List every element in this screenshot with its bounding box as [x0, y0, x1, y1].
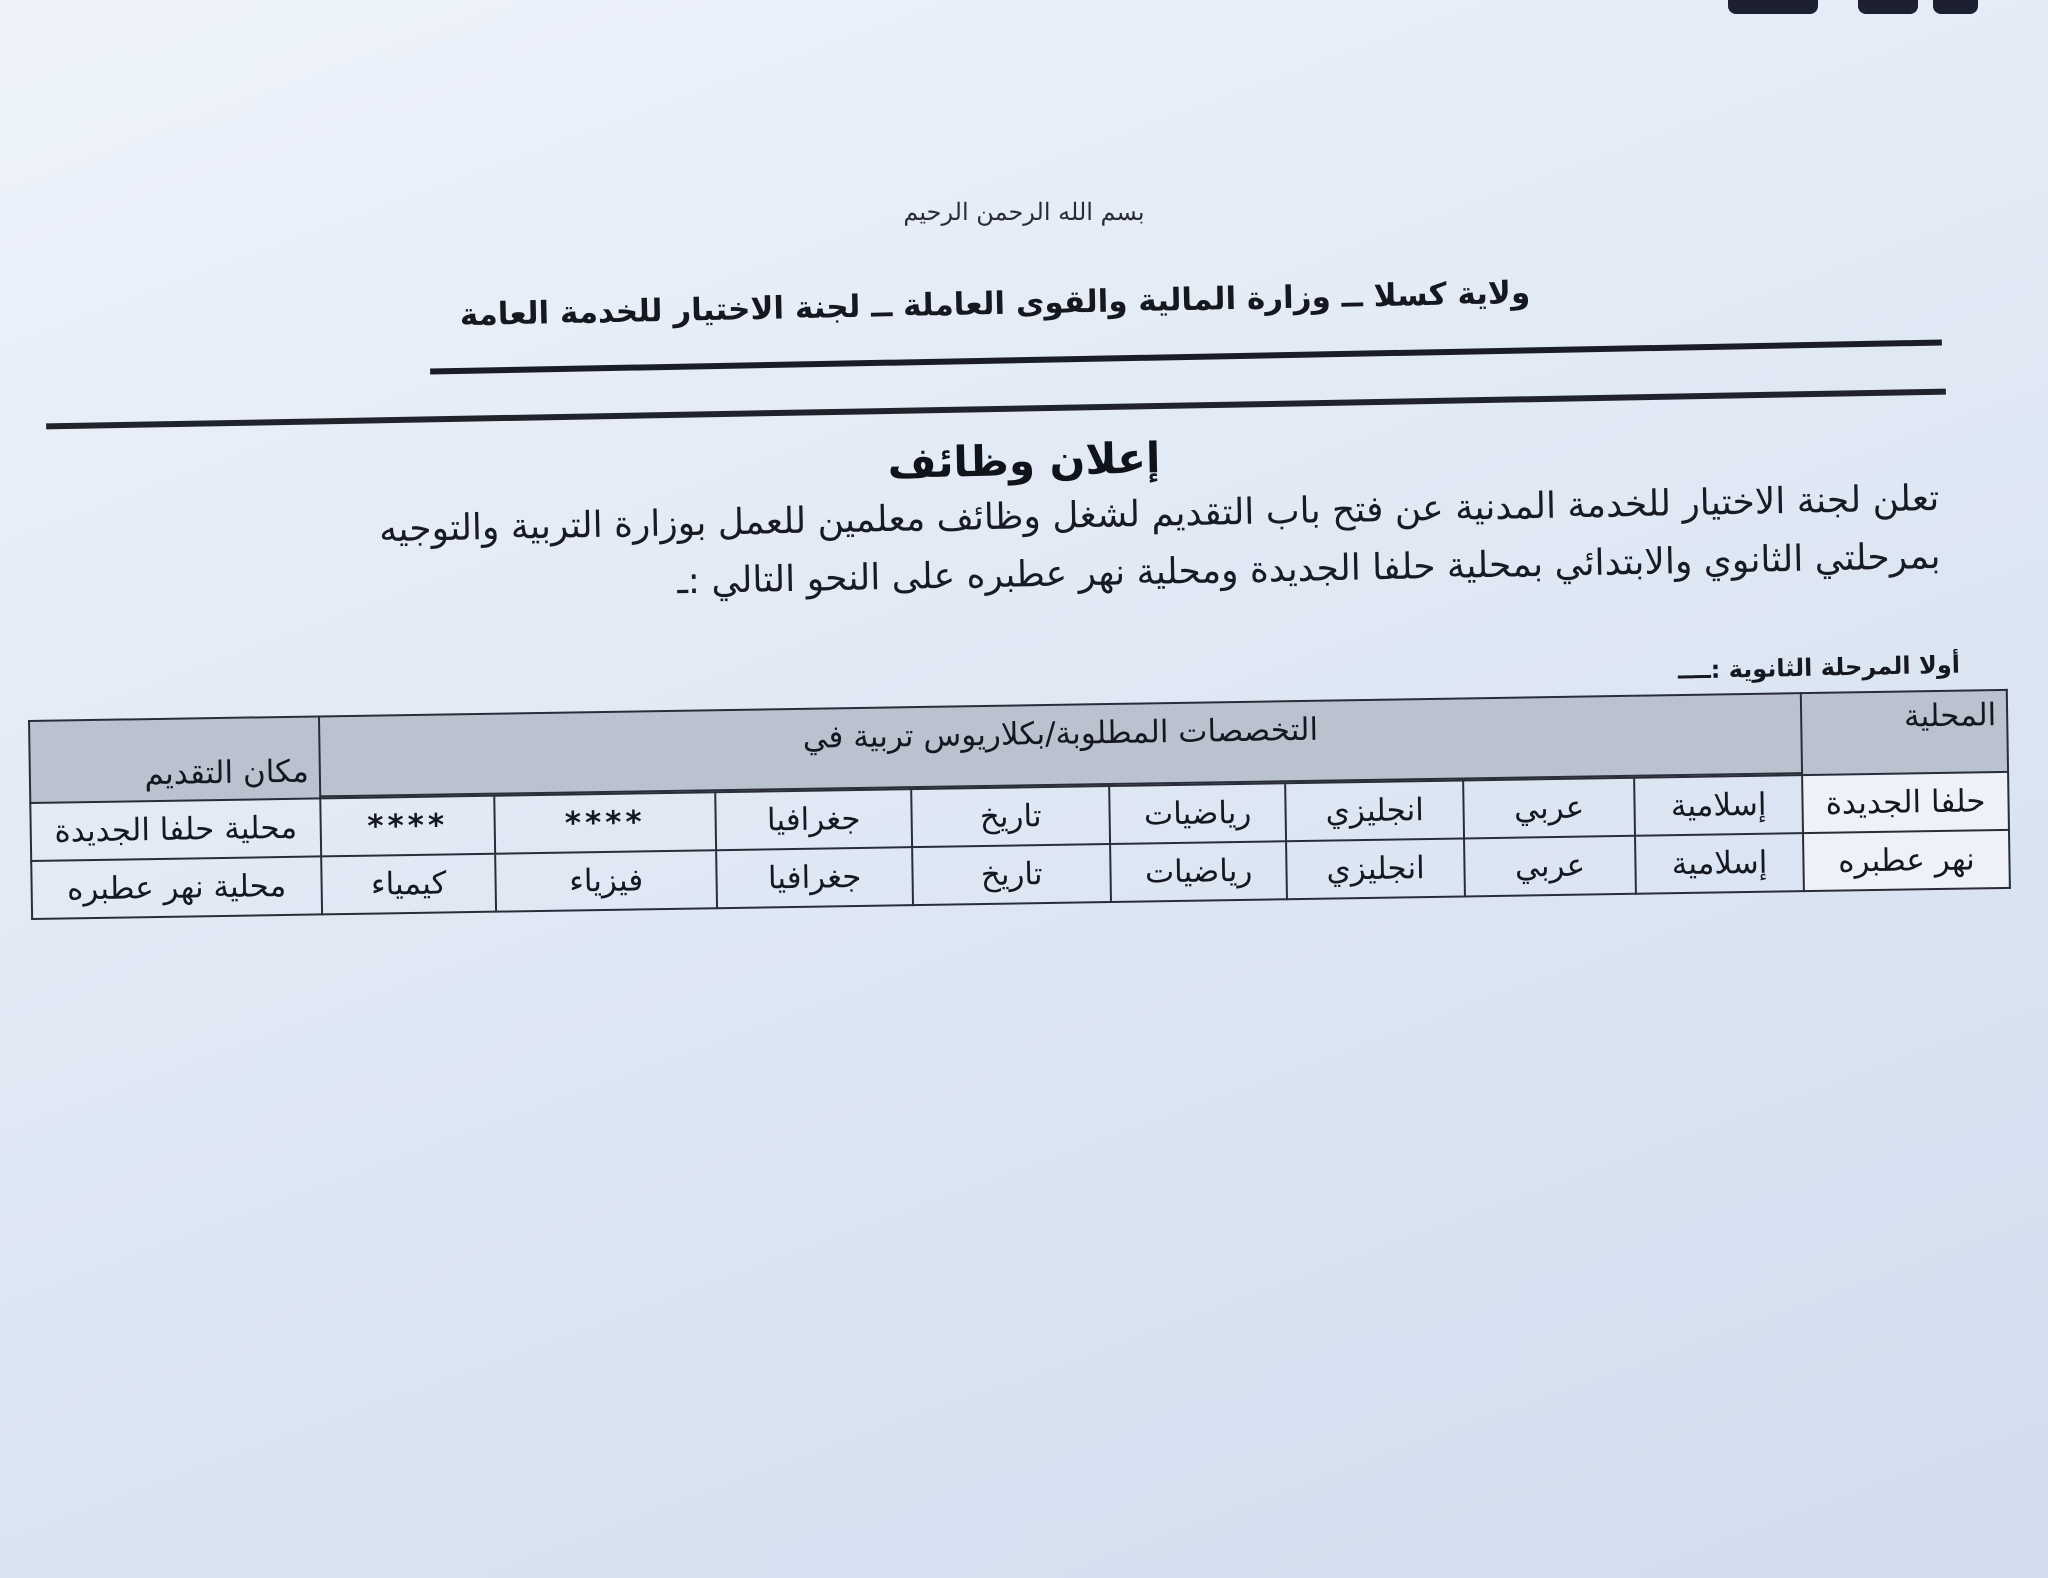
announcement-title: إعلان وظائف — [887, 433, 1161, 488]
corner-ink-mark — [1728, 0, 1988, 22]
cell-subject: انجليزي — [1286, 838, 1465, 899]
cell-apply-place: محلية نهر عطبره — [31, 856, 322, 919]
section-label: أولا المرحلة الثانوية :ــــ — [1677, 650, 1961, 685]
intro-line: بمرحلتي الثانوي والابتدائي بمحلية حلفا الجديدة ومحلية نهر عطبره على النحو التالي :ـ — [676, 535, 1941, 603]
cell-subject: جغرافيا — [715, 789, 912, 850]
cell-subject: تاريخ — [912, 844, 1111, 905]
cell-locality: حلفا الجديدة — [1802, 772, 2009, 833]
cell-subject: تاريخ — [911, 786, 1110, 847]
header-specializations: التخصصات المطلوبة/بكلاريوس تربية في — [319, 693, 1802, 796]
basmala: بسم الله الرحمن الرحيم — [903, 198, 1145, 226]
cell-subject: رياضيات — [1110, 841, 1287, 902]
cell-apply-place: محلية حلفا الجديدة — [30, 798, 321, 861]
header-apply-place: مكان التقديم — [29, 716, 320, 803]
cell-subject: كيمياء — [321, 854, 496, 915]
cell-subject: انجليزي — [1285, 780, 1464, 841]
letterhead: ولاية كسلا ــ وزارة المالية والقوى العاملة ــ لجنة الاختيار للخدمة العامة — [459, 274, 1531, 334]
cell-subject-empty: **** — [320, 796, 495, 857]
cell-subject: عربي — [1463, 778, 1635, 839]
cell-subject: جغرافيا — [716, 847, 913, 908]
intro-line: تعلن لجنة الاختيار للخدمة المدنية عن فتح باب التقديم لشغل وظائف معلمين للعمل بوزارة التربية والتوجيه — [378, 477, 1940, 551]
cell-subject: رياضيات — [1109, 783, 1286, 844]
cell-subject-empty: **** — [494, 792, 716, 853]
cell-subject: فيزياء — [495, 850, 717, 911]
vacancies-table — [28, 689, 2009, 920]
header-rule — [430, 339, 1942, 374]
cell-subject: عربي — [1464, 836, 1636, 897]
cell-subject: إسلامية — [1634, 775, 1803, 836]
header-locality: المحلية — [1801, 690, 2008, 775]
cell-locality: نهر عطبره — [1803, 830, 2010, 891]
cell-subject: إسلامية — [1635, 833, 1804, 894]
